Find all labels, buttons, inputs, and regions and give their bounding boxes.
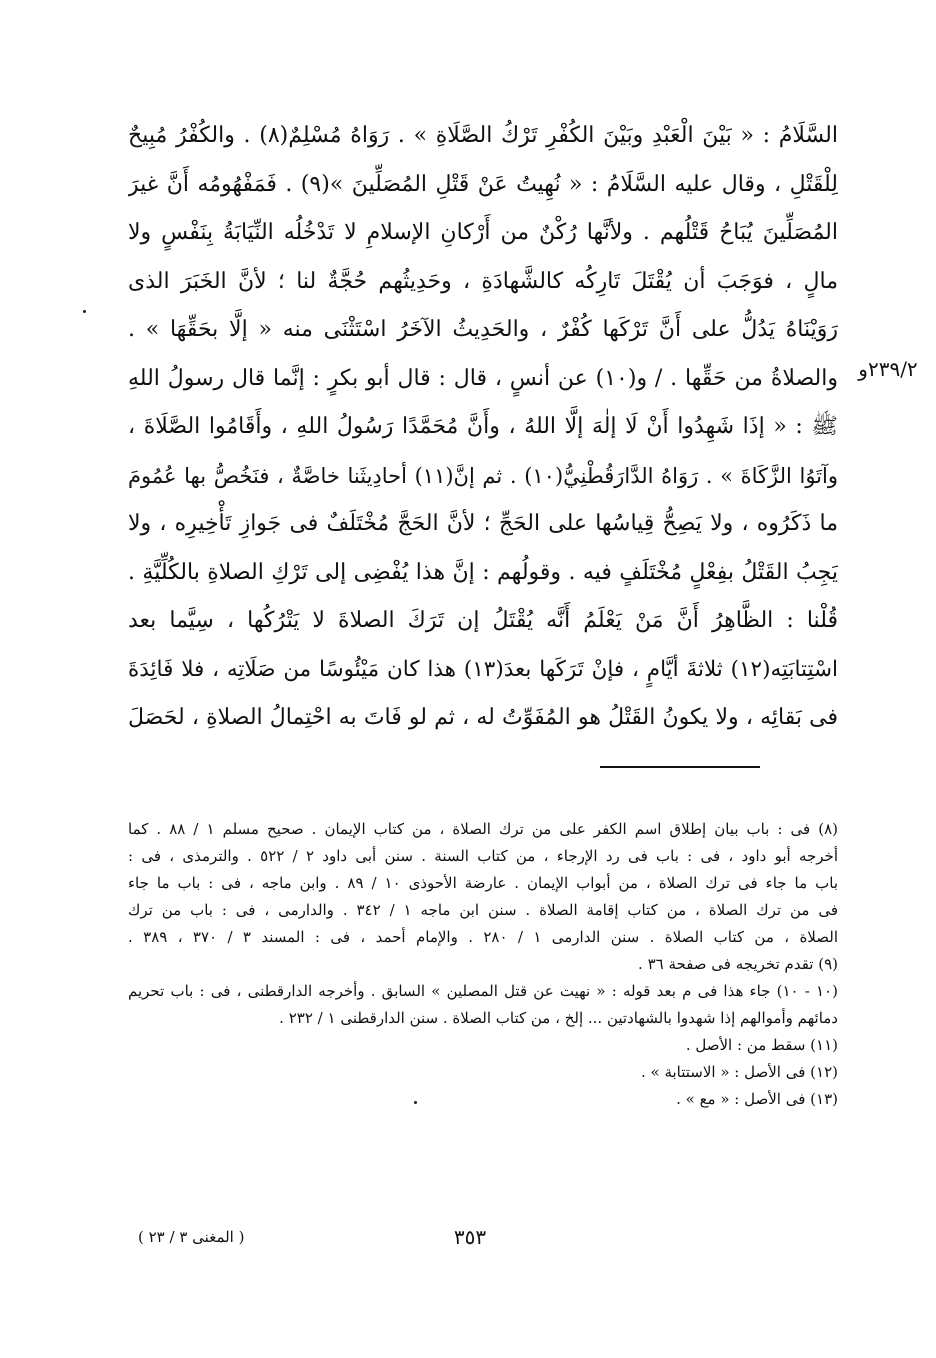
main-text-line: مالٍ ، فوَجَبَ أن يُقْتَلَ تَارِكُه كالشَّهادَةِ ، وحَدِيثُهم حُجَّةٌ لنا ؛ لأنَّ الخَبَرَ الذى	[128, 268, 838, 294]
main-text-line: فى بَقائِه ، ولا يكونُ القَتْلُ هو المُفَوِّتُ له ، ثم لو فَاتَ به احْتِمالُ الصلاةِ ، لحَصَلَ	[128, 705, 838, 730]
volume-signature: ( المغنى ٣ / ٢٣ )	[138, 1228, 245, 1246]
margin-folio-reference: ٢٣٩/٢و	[858, 357, 918, 381]
footnote-line: (١٠ - ١٠) جاء هذا فى م بعد قوله : « نهيت عن قتل المصلين » السابق . وأخرجه الدارقطنى ، فى : باب تحريم	[128, 982, 838, 1000]
footnote-line: أخرجه أبو داود ، فى : باب فى رد الإرجاء ، من كتاب السنة . سنن أبى داود ٢ / ٥٢٢ . والترمذى ، فى :	[128, 847, 838, 865]
main-text-line: ﷺ : « إذَا شَهِدُوا أَنْ لَا إلٰهَ إلَّا اللهُ ، وأَنَّ مُحَمَّدًا رَسُولُ اللهِ ، وأَقَامُوا الصَّلَاةَ ،	[128, 414, 838, 439]
footnote-line: (٩) تقدم تخريجه فى صفحة ٣٦ .	[638, 955, 838, 973]
footnote-line: (١٣) فى الأصل : « مع » .	[676, 1090, 838, 1108]
main-text-line: المُصَلِّينَ يُبَاحُ قَتْلُهم . ولأنَّها رُكْنٌ من أَرْكانِ الإسلامِ لا تَدْخُلُه النِّيَابَةُ بِنَفْسٍ ولا	[128, 220, 838, 245]
main-text-line: والصلاةُ من حَقِّها . / و(١٠) عن أنسٍ ، قال : قال أبو بكرٍ : إنَّما قال رسولُ اللهِ	[128, 365, 838, 391]
main-text-line: رَوَيْنَاهُ يَدُلُّ على أَنَّ تَرْكَها كُفْرٌ ، والحَدِيثُ الآخَرُ اسْتَثْنَى منه « إلَّا بحَقِّهَا » .	[128, 317, 838, 342]
footnote-line: فى من ترك الصلاة ، من كتاب إقامة الصلاة . سنن ابن ماجه ١ / ٣٤٢ . والدارمى ، فى : باب من ترك	[128, 901, 838, 919]
margin-dot-mark	[83, 310, 86, 313]
footnote-line: (١١) سقط من : الأصل .	[685, 1036, 838, 1054]
footnote-line: الصلاة ، من كتاب الصلاة . سنن الدارمى ١ / ٢٨٠ . والإمام أحمد ، فى : المسند ٣ / ٣٧٠ ، ٣٨٩ .	[128, 928, 838, 946]
footnote-line: باب ما جاء فى ترك الصلاة ، من أبواب الإيمان . عارضة الأحوذى ١٠ / ٨٩ . وابن ماجه ، فى : باب ما جاء	[128, 874, 838, 892]
footnotes-block	[128, 816, 838, 1113]
footnote-separator	[600, 766, 760, 768]
stray-dot-mark	[414, 1101, 417, 1104]
footnote-line: (٨) فى : باب بيان إطلاق اسم الكفر على من ترك الصلاة ، من كتاب الإيمان . صحيح مسلم ١ / ٨٨ . كما	[128, 820, 838, 838]
footnote-line: (١٢) فى الأصل : « الاستتابة » .	[640, 1063, 838, 1081]
main-text-line: لِلْقَتْلِ ، وقال عليه السَّلَامُ : « نُهِيتُ عَنْ قَتْلِ المُصَلِّينَ »(٩) . فَمَفْهُومُه أَنَّ غيرَ	[128, 171, 838, 197]
main-text-line: اسْتِتابَتِه(١٢) ثلاثةَ أيَّامٍ ، فإنْ تَرَكَها بعدَ(١٣) هذا كان مَيْئُوسًا من صَلَاتِه ، فلا فَائِدَةَ	[128, 656, 838, 682]
main-text-line: وآتَوُا الزَّكَاةَ » . رَوَاهُ الدَّارَقُطْنِيُّ(١٠) . ثم إنَّ(١١) أحادِيثَنا خاصَّةٌ ، فنَخُصُّ بها عُمُومَ	[128, 463, 838, 488]
page-number: ٣٥٣	[453, 1225, 487, 1249]
main-text-line: يَجِبُ القَتْلُ بفِعْلٍ مُخْتَلَفٍ فيه . وقولُهم : إنَّ هذا يُفْضِى إلى تَرْكِ الصلاةِ بالكُلِّيَّةِ .	[128, 559, 838, 585]
main-text-line: ما ذَكَرُوه ، ولا يَصِحُّ قِياسُها على الحَجِّ ؛ لأنَّ الحَجَّ مُخْتَلَفٌ فى جَوازِ تَأْخِيرِه ، ولا	[128, 511, 838, 536]
main-text-line: قُلْنا : الظَّاهِرُ أَنَّ مَنْ يَعْلَمُ أَنَّه يُقْتَلُ إن تَرَكَ الصلاةَ لا يَتْرُكُها ، سِيَّما بعد	[128, 608, 838, 633]
main-text-block	[128, 112, 838, 743]
footnote-line: دمائهم وأموالهم إذا شهدوا بالشهادتين ... إلخ ، من كتاب الصلاة . سنن الدارقطنى ١ / ٢٣٢ .	[279, 1009, 838, 1027]
main-text-line: السَّلَامُ : « بَيْنَ الْعَبْدِ وبَيْنَ الكُفْرِ تَرْكُ الصَّلَاةِ » . رَوَاهُ مُسْلِمٌ(٨) . والكُفْرُ مُبِيحٌ	[128, 123, 838, 148]
